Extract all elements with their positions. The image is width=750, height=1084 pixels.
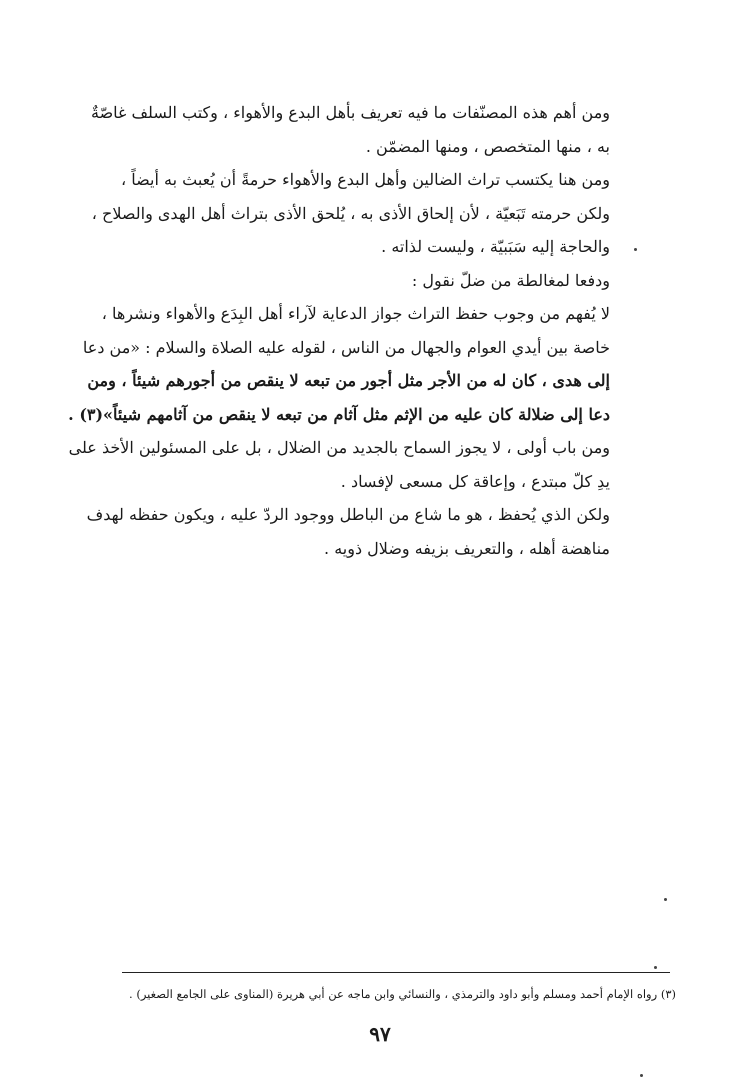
hadith-quote-line: دعا إلى ضلالة كان عليه من الإثم مثل آثام من تبعه لا ينقص من آثامهم شيئاً»(٣) . [68, 404, 610, 424]
text-line: يدِ كلّ مبتدع ، وإعاقة كل مسعى لإفساد . [340, 471, 610, 491]
print-speck [634, 248, 637, 251]
paragraph-preservation-purpose [86, 498, 638, 565]
paragraph-hadith [68, 297, 638, 431]
text-line: ودفعا لمغالطة من ضلّ نقول : [411, 270, 610, 290]
paragraph-classification-works [90, 96, 638, 163]
print-speck [664, 898, 667, 901]
text-line: والحاجة إليه سَبَبيّة ، وليست لذاته . [381, 237, 610, 256]
footnote: (٣) رواه الإمام أحمد ومسلم وأبو داود والترمذي ، والنسائي وابن ماجه عن أبي هريرة (المناوى على الجامع الصغير) . [129, 987, 676, 1001]
text-line: ولكن الذي يُحفظ ، هو ما شاع من الباطل ووجود الردّ عليه ، ويكون حفظه لهدف [86, 505, 610, 524]
text-line: ومن هنا يكتسب تراث الضالين وأهل البدع والأهواء حرمةً أن يُعبث به أيضاً ، [121, 170, 610, 189]
text-line: لا يُفهم من وجوب حفظ التراث جواز الدعاية لآراء أهل البِدَع والأهواء ونشرها ، [101, 304, 610, 323]
text-line: ولكن حرمته تَبَعيّة ، لأن إلحاق الأذى به ، يُلحق الأذى بتراث أهل الهدى والصلاح ، [91, 203, 610, 223]
page-number: ٩٧ [369, 1022, 391, 1046]
paragraph-heritage-sanctity [91, 163, 638, 264]
paragraph-new-misguidance [68, 431, 638, 498]
print-speck [640, 1074, 643, 1077]
footnote-divider [122, 972, 670, 973]
text-line: ومن باب أولى ، لا يجوز السماح بالجديد من الضلال ، بل على المسئولين الأخذ على [68, 438, 610, 457]
main-text [68, 96, 638, 565]
paragraph-refute-fallacy [108, 264, 638, 298]
print-speck [654, 966, 657, 969]
text-line: ومن أهم هذه المصنّفات ما فيه تعريف بأهل البدع والأهواء ، وكتب السلف غاصّةٌ [90, 103, 610, 122]
text-line: خاصة بين أيدي العوام والجهال من الناس ، لقوله عليه الصلاة والسلام : «من دعا [82, 337, 610, 357]
text-line: به ، منها المتخصص ، ومنها المضمّن . [365, 136, 610, 156]
hadith-quote-line: إلى هدى ، كان له من الأجر مثل أجور من تبعه لا ينقص من أجورهم شيئاً ، ومن [87, 371, 610, 390]
text-line: مناهضة أهله ، والتعريف بزيفه وضلال ذويه . [324, 538, 610, 558]
